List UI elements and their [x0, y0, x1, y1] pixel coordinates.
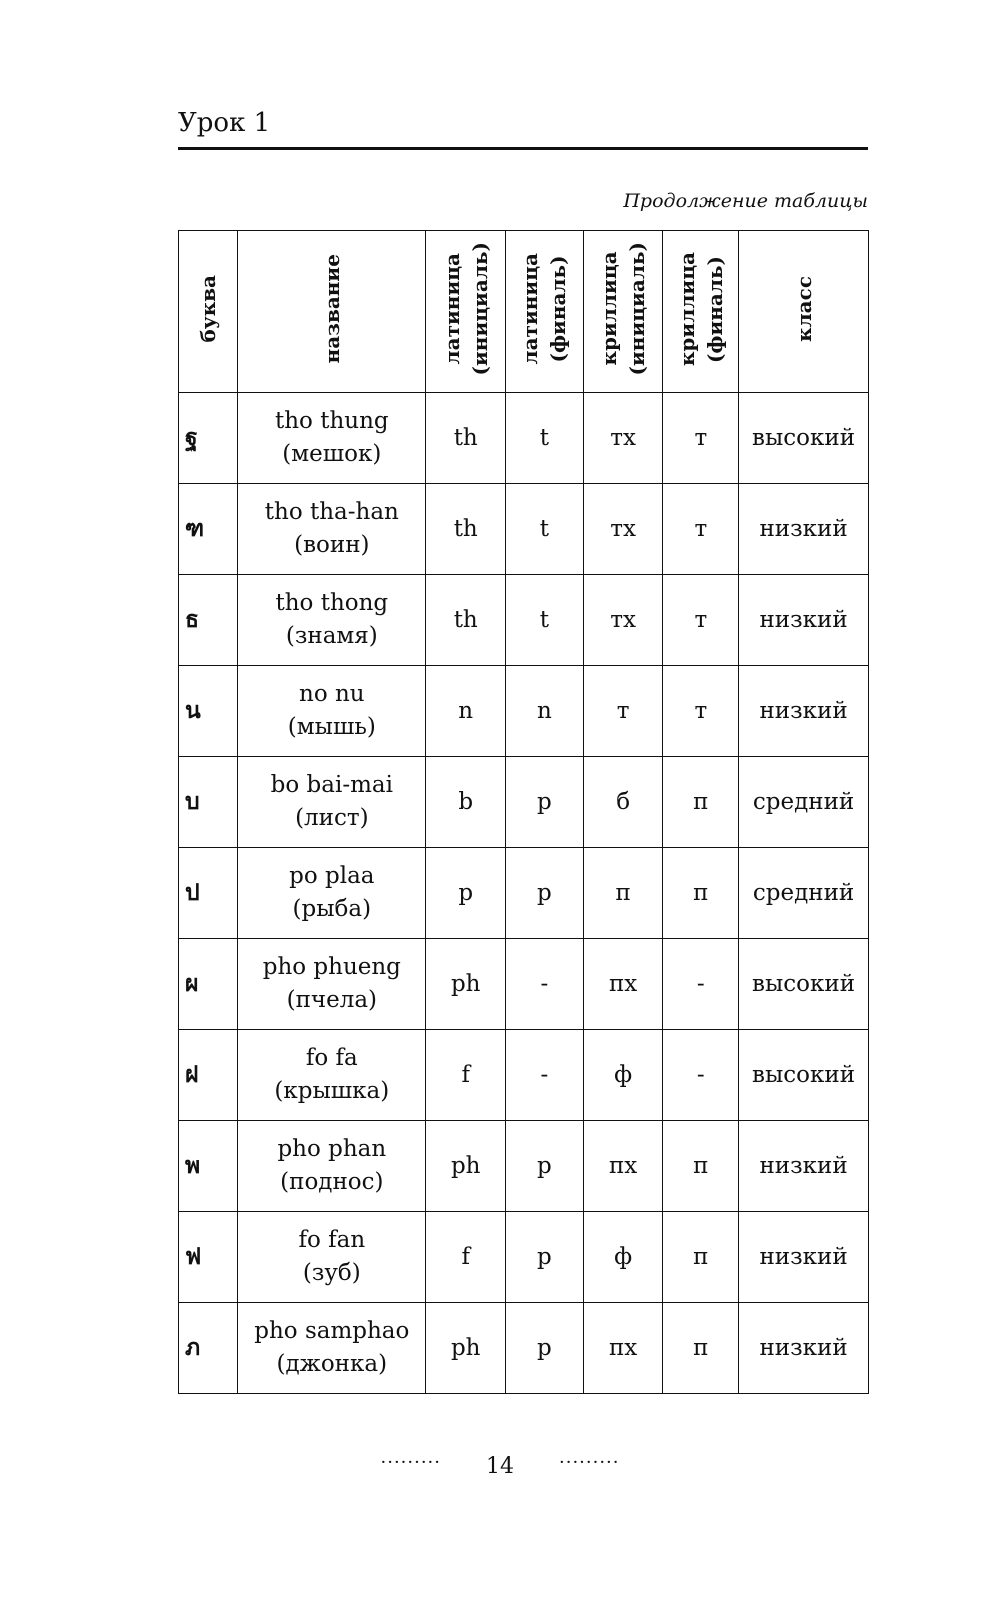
table-row: [179, 393, 869, 484]
latin-initial-cell: ph: [426, 1121, 506, 1212]
consonant-class-cell: высокий: [739, 939, 869, 1030]
cyrillic-initial-cell: тх: [583, 575, 663, 666]
cyrillic-final-cell: п: [663, 757, 739, 848]
letter-name-text: tho tha-han: [264, 499, 399, 525]
cyrillic-final-cell: п: [663, 1121, 739, 1212]
letter-name-cell: [238, 1030, 426, 1121]
letter-name-cell: [238, 1303, 426, 1394]
page-number: 14: [486, 1454, 514, 1479]
letter-name-text: tho thung: [275, 408, 389, 434]
table-row: [179, 1303, 869, 1394]
header-row: [179, 231, 869, 393]
consonant-class-cell: средний: [739, 757, 869, 848]
letter-meaning-text: (воин): [294, 532, 370, 558]
table-row: [179, 848, 869, 939]
table-row: [179, 666, 869, 757]
letter-meaning-text: (крышка): [274, 1078, 390, 1104]
thai-letter-cell: พ: [179, 1121, 238, 1212]
latin-final-cell: t: [506, 393, 584, 484]
table-row: [179, 1030, 869, 1121]
column-header-name: [238, 231, 426, 393]
cyrillic-initial-cell: ф: [583, 1030, 663, 1121]
consonant-class-cell: низкий: [739, 1212, 869, 1303]
thai-letter-cell: ธ: [179, 575, 238, 666]
column-header-cyrillic-final: [663, 231, 739, 393]
letter-name-text: fo fa: [305, 1045, 358, 1071]
page-header: [178, 108, 868, 150]
cyrillic-final-cell: т: [663, 575, 739, 666]
column-header-class: [739, 231, 869, 393]
latin-initial-cell: n: [426, 666, 506, 757]
cyrillic-initial-cell: тх: [583, 393, 663, 484]
column-header-latin-initial: [426, 231, 506, 393]
cyrillic-initial-cell: пх: [583, 939, 663, 1030]
thai-letter-cell: ป: [179, 848, 238, 939]
thai-letter-cell: ผ: [179, 939, 238, 1030]
letter-meaning-text: (знамя): [285, 623, 378, 649]
letter-name-cell: [238, 393, 426, 484]
latin-final-cell: n: [506, 666, 584, 757]
consonant-class-cell: низкий: [739, 484, 869, 575]
cyrillic-final-cell: п: [663, 848, 739, 939]
latin-initial-cell: b: [426, 757, 506, 848]
latin-initial-cell: ph: [426, 1303, 506, 1394]
letter-meaning-text: (джонка): [276, 1351, 388, 1377]
cyrillic-initial-cell: б: [583, 757, 663, 848]
table-body: [179, 393, 869, 1394]
thai-letter-cell: บ: [179, 757, 238, 848]
thai-letter-cell: ฝ: [179, 1030, 238, 1121]
thai-letter-cell: ฐ: [179, 393, 238, 484]
latin-initial-cell: f: [426, 1212, 506, 1303]
letter-name-cell: [238, 1212, 426, 1303]
column-header-label: латиница (инициаль): [439, 242, 492, 376]
consonant-class-cell: низкий: [739, 1121, 869, 1212]
column-header-label: класс: [791, 276, 816, 342]
consonant-class-cell: низкий: [739, 666, 869, 757]
lesson-title: Урок 1: [178, 108, 271, 138]
cyrillic-final-cell: т: [663, 393, 739, 484]
letter-meaning-text: (лист): [295, 805, 369, 831]
latin-initial-cell: f: [426, 1030, 506, 1121]
column-header-letter: [179, 231, 238, 393]
consonant-class-cell: высокий: [739, 1030, 869, 1121]
letter-name-cell: [238, 757, 426, 848]
page-footer: [0, 1452, 1000, 1482]
latin-final-cell: p: [506, 1303, 584, 1394]
consonant-class-cell: средний: [739, 848, 869, 939]
latin-initial-cell: th: [426, 393, 506, 484]
latin-final-cell: p: [506, 848, 584, 939]
letter-name-cell: [238, 1121, 426, 1212]
column-header-label: криллица (финаль): [674, 251, 727, 367]
letter-name-cell: [238, 484, 426, 575]
footer-dots-right: ·········: [559, 1452, 620, 1473]
table-row: [179, 484, 869, 575]
cyrillic-final-cell: -: [663, 939, 739, 1030]
letter-name-cell: [238, 666, 426, 757]
letter-name-text: fo fan: [298, 1227, 366, 1253]
latin-final-cell: -: [506, 939, 584, 1030]
letter-meaning-text: (мешок): [282, 441, 382, 467]
column-header-latin-final: [506, 231, 584, 393]
footer-dots-left: ·········: [380, 1452, 441, 1473]
column-header-label: название: [319, 254, 344, 364]
letter-meaning-text: (мышь): [287, 714, 376, 740]
latin-final-cell: p: [506, 1121, 584, 1212]
cyrillic-final-cell: п: [663, 1303, 739, 1394]
thai-letter-cell: น: [179, 666, 238, 757]
table-row: [179, 575, 869, 666]
table-row: [179, 939, 869, 1030]
letter-meaning-text: (рыба): [292, 896, 372, 922]
thai-letter-cell: ฑ: [179, 484, 238, 575]
table-header: [179, 231, 869, 393]
latin-initial-cell: ph: [426, 939, 506, 1030]
consonant-class-cell: высокий: [739, 393, 869, 484]
cyrillic-initial-cell: пх: [583, 1121, 663, 1212]
latin-initial-cell: th: [426, 575, 506, 666]
cyrillic-initial-cell: ф: [583, 1212, 663, 1303]
cyrillic-initial-cell: пх: [583, 1303, 663, 1394]
letter-name-text: bo bai-mai: [270, 772, 393, 798]
letter-name-text: tho thong: [275, 590, 389, 616]
letter-name-text: pho phan: [277, 1136, 387, 1162]
latin-initial-cell: p: [426, 848, 506, 939]
letter-name-cell: [238, 939, 426, 1030]
letter-meaning-text: (поднос): [280, 1169, 384, 1195]
consonant-class-cell: низкий: [739, 1303, 869, 1394]
letter-name-text: po plaa: [289, 863, 375, 889]
continuation-label: Продолжение таблицы: [623, 190, 868, 212]
cyrillic-final-cell: п: [663, 1212, 739, 1303]
letter-name-cell: [238, 575, 426, 666]
consonant-table: [178, 230, 869, 1394]
latin-initial-cell: th: [426, 484, 506, 575]
latin-final-cell: p: [506, 757, 584, 848]
letter-meaning-text: (зуб): [302, 1260, 361, 1286]
latin-final-cell: t: [506, 575, 584, 666]
table-row: [179, 1212, 869, 1303]
column-header-label: латиница (финаль): [518, 253, 571, 365]
letter-name-text: no nu: [299, 681, 365, 707]
letter-name-cell: [238, 848, 426, 939]
cyrillic-initial-cell: п: [583, 848, 663, 939]
consonant-class-cell: низкий: [739, 575, 869, 666]
column-header-label: буква: [196, 275, 221, 343]
table-row: [179, 1121, 869, 1212]
cyrillic-final-cell: т: [663, 484, 739, 575]
column-header-cyrillic-initial: [583, 231, 663, 393]
letter-name-text: pho samphao: [254, 1318, 410, 1344]
table-row: [179, 757, 869, 848]
letter-meaning-text: (пчела): [286, 987, 378, 1013]
cyrillic-final-cell: -: [663, 1030, 739, 1121]
latin-final-cell: p: [506, 1212, 584, 1303]
latin-final-cell: -: [506, 1030, 584, 1121]
letter-name-text: pho phueng: [262, 954, 401, 980]
latin-final-cell: t: [506, 484, 584, 575]
thai-letter-cell: ภ: [179, 1303, 238, 1394]
thai-letter-cell: ฟ: [179, 1212, 238, 1303]
cyrillic-final-cell: т: [663, 666, 739, 757]
cyrillic-initial-cell: тх: [583, 484, 663, 575]
cyrillic-initial-cell: т: [583, 666, 663, 757]
column-header-label: криллица (инициаль): [597, 242, 650, 376]
